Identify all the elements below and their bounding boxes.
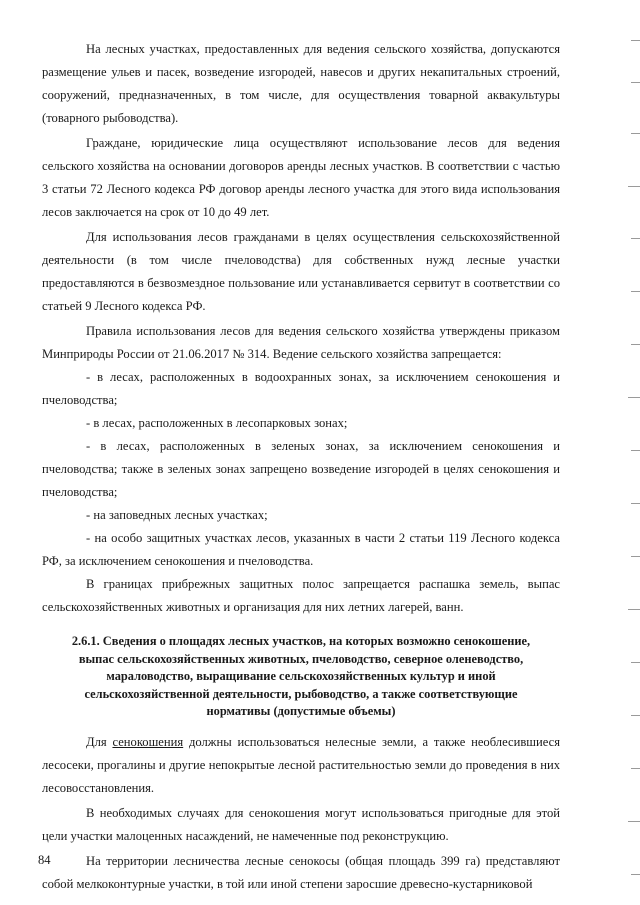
list-item: - в лесах, расположенных в водоохранных зонах, за исключением сенокошения и пчеловодства; xyxy=(42,370,560,407)
page-body xyxy=(42,38,560,896)
scan-edge-mark xyxy=(628,609,640,610)
scan-edge-mark xyxy=(631,768,640,769)
scan-edge-mark xyxy=(628,186,640,187)
scan-edge-mark xyxy=(631,82,640,83)
scan-edge-mark xyxy=(628,821,640,822)
scan-edge-mark xyxy=(631,450,640,451)
paragraph-1: На лесных участках, предоставленных для ведения сельского хозяйства, допускаются размещение ульев и пасек, возведение изгородей, навесов и других некапитальных строений, сооружений, предназначенных, в том числе, для осуществления товарной аквакультуры (товарного рыбоводства). xyxy=(42,42,560,125)
scan-edge-mark xyxy=(631,291,640,292)
section-heading: 2.6.1. Сведения о площадях лесных участков, на которых возможно сенокошение, выпас сельскохозяйственных животных, пчеловодство, северное оленеводство, мараловодство, выращивание сельскохозяйственных культур и иной сельскохозяйственной деятельности, рыбоводство, а также соответствующие нормативы (допустимые объемы) xyxy=(71,634,531,718)
section-paragraph-1-start: Для xyxy=(86,734,113,749)
scan-edge-mark xyxy=(631,40,640,41)
scan-edge-mark xyxy=(631,238,640,239)
section-paragraph-1-rest: должны использоваться нелесные земли, а также необлесившиеся лесосеки, прогалины и другие непокрытые лесной растительностью земли до проведения в них лесовосстановления. xyxy=(42,734,560,795)
section-paragraph-2: В необходимых случаях для сенокошения могут использоваться пригодные для этой цели участки малоценных насаждений, не намеченные под реконструкцию. xyxy=(42,805,560,843)
scan-edge-mark xyxy=(631,874,640,875)
scan-edge-mark xyxy=(631,133,640,134)
scan-edge-mark xyxy=(628,397,640,398)
list-item: - в лесах, расположенных в лесопарковых зонах; xyxy=(86,416,348,430)
section-paragraph-3: На территории лесничества лесные сенокосы (общая площадь 399 га) представляют собой мелкоконтурные участки, в той или иной степени заросшие древесно-кустарниковой xyxy=(42,853,560,891)
underlined-term: сенокошения xyxy=(112,734,184,749)
scan-edge-mark xyxy=(631,503,640,504)
paragraph-after-list: В границах прибрежных защитных полос запрещается распашка земель, выпас сельскохозяйственных животных и организация для них летних лагерей, ванн. xyxy=(42,577,560,614)
paragraph-2: Граждане, юридические лица осуществляют использование лесов для ведения сельского хозяйства на основании договоров аренды лесных участков. В соответствии с частью 3 статьи 72 Лесного кодекса РФ договор аренды лесного участка для этого вида использования лесов заключается на срок от 10 до 49 лет. xyxy=(42,136,560,219)
section-paragraph-1 xyxy=(42,731,560,800)
scan-edge-mark xyxy=(631,715,640,716)
scan-edge-mark xyxy=(631,344,640,345)
page-number: 84 xyxy=(38,853,51,867)
paragraph-4: Правила использования лесов для ведения сельского хозяйства утверждены приказом Минприроды России от 21.06.2017 № 314. Ведение сельского хозяйства запрещается: xyxy=(42,324,560,361)
scan-edge-mark xyxy=(631,556,640,557)
scan-edge-mark xyxy=(631,662,640,663)
paragraph-3: Для использования лесов гражданами в целях осуществления сельскохозяйственной деятельности (в том числе пчеловодства) для собственных нужд лесные участки предоставляются в безвозмездное пользование или устанавливается сервитут в соответствии со статьей 9 Лесного кодекса РФ. xyxy=(42,230,560,313)
list-item: - на особо защитных участках лесов, указанных в части 2 статьи 119 Лесного кодекса РФ, за исключением сенокошения и пчеловодства. xyxy=(42,531,560,568)
list-item: - на заповедных лесных участках; xyxy=(86,508,268,522)
list-item: - в лесах, расположенных в зеленых зонах, за исключением сенокошения и пчеловодства; также в зеленых зонах запрещено возведение изгородей в целях сенокошения и пчеловодства; xyxy=(42,439,560,499)
